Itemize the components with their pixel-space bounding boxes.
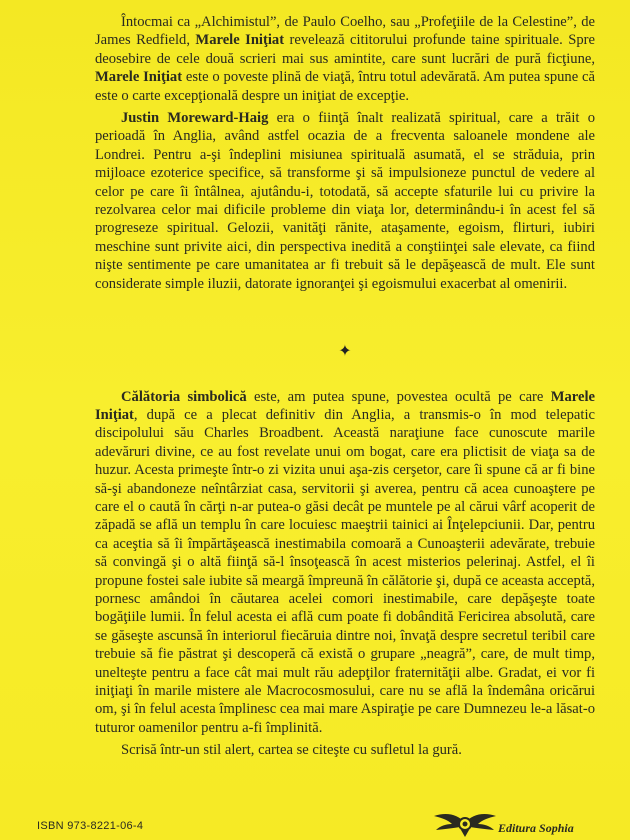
text-span: este o poveste plină de viaţă, întru totul adevărată. Am putea spune că este o carte excepţională despre un iniţiat de excepţie. <box>95 69 595 104</box>
book-title-bold: Marele Iniţiat <box>95 388 595 423</box>
publisher-name: Editura Sophia <box>498 821 574 835</box>
winged-sun-emblem-icon <box>430 808 500 838</box>
separator-ornament: ✦ <box>338 343 352 361</box>
text-span: era o fiinţă înalt realizată spiritual, care a trăit o perioadă în Anglia, având astfel ocazia de a frecventa saloanele mondene ale Londrei. Pentru a-şi îndeplini misiunea spirituală asumată, el se străduia, prin mijloace ezoterice specifice, să transforme şi să impulsioneze punctul de vedere al celor pe care îi întâlnea, ajutându-i, totodată, să accepte sfaturile lui cu privire la rezolvarea celor mai dificile probleme din viaţa lor, determinându-i în acest fel să progreseze spiritual. Gelozii, vanităţi rănite, ataşamente, egoism, flirturi, iubiri meschine sunt privite aici, din perspectiva inedită a conştiinţei sale elevate, ca fiind nişte sentimente pe care umanitatea ar fi trebuit să le depăşească de mult. Ele sunt considerate simple iluzii, datorate ignoranţei şi egoismului exacerbat al omenirii. <box>95 110 595 292</box>
text-span: este, am putea spune, povestea ocultă pe care <box>246 388 551 405</box>
paragraph-closing: Scrisă într-un stil alert, cartea se citeşte cu sufletul la gură. <box>121 742 462 759</box>
character-name-bold: Justin Moreward-Haig <box>121 110 269 127</box>
book-title-bold: Marele Iniţiat <box>195 32 285 49</box>
publisher-block <box>430 808 620 838</box>
text-span: Întocmai ca „Alchimistul”, de Paulo Coelho, sau „Profeţiile de la Celestine”, de James Redfield, <box>95 14 595 49</box>
cover-footer <box>0 800 630 840</box>
paragraph-journey <box>95 388 595 738</box>
text-span: , după ce a plecat definitiv din Anglia, a transmis-o în mod telepatic discipolului său Charles Broadbent. Această naraţiune face cunoscute marile adevăruri divine, ce au fost revelate unui om bogat, care era plictisit de viaţa sa de huzur. Acesta primeşte într-o zi vizita unui aşa-zis cerşetor, care îi spune că ar fi bine să-şi abandoneze neîntârziat casa, servitorii şi averea, pentru că acea cunoaştere pe care el o caută în cărţi n-ar putea-o găsi decât pe muntele pe al cărui vârf acoperit de zăpadă se află un templu în care locuiesc maeştrii tainici ai Înţelepciunii. Dar, pentru ca aceştia să îi împărtăşească inestimabila comoară a Cunoaşterii adevărate, trebuie să convingă şi o altă fiinţă să-l însoţească în acest misterios pelerinaj. Astfel, el îi propune fostei sale iubite să meargă împreună în călătorie şi, după ce aceasta acceptă, pornesc amândoi în căutarea acelei comori inestimabile, care depăşeşte toate bogăţiile lumii. În felul acesta ei află cum poate fi dobândită Fericirea absolută, care se găseşte ascunsă în interiorul fiecăruia dintre noi, învaţă despre secretul teribil care trebuie să fie păstrat şi descoperă că există o grupare „neagră”, care, de mult timp, unelteşte pentru a face cât mai mult rău adepţilor fraternităţii albe. Gradat, ei vor fi iniţiaţi în marile mistere ale Macrocosmosului, care nu se află la îndemâna oricărui om, şi în felul acesta împlinesc cea mai mare Aspiraţie pe care Dumnezeu le-a lăsat-o tuturor oamenilor pentru a-fi împlinită. <box>95 406 595 736</box>
spacer <box>95 293 595 321</box>
text-span: revelează cititorului profunde taine spirituale. Spre deosebire de cele două scrieri mai sus amintite, care sunt lucrări de pură ficţiune, <box>95 32 595 67</box>
paragraph-intro <box>95 13 595 105</box>
book-title-bold: Marele Iniţiat <box>95 69 183 86</box>
blurb-text <box>95 13 595 760</box>
section-title-bold: Călătoria simbolică <box>121 388 247 405</box>
isbn-label: ISBN 973-8221-06-4 <box>37 820 144 832</box>
paragraph-character <box>95 109 595 293</box>
